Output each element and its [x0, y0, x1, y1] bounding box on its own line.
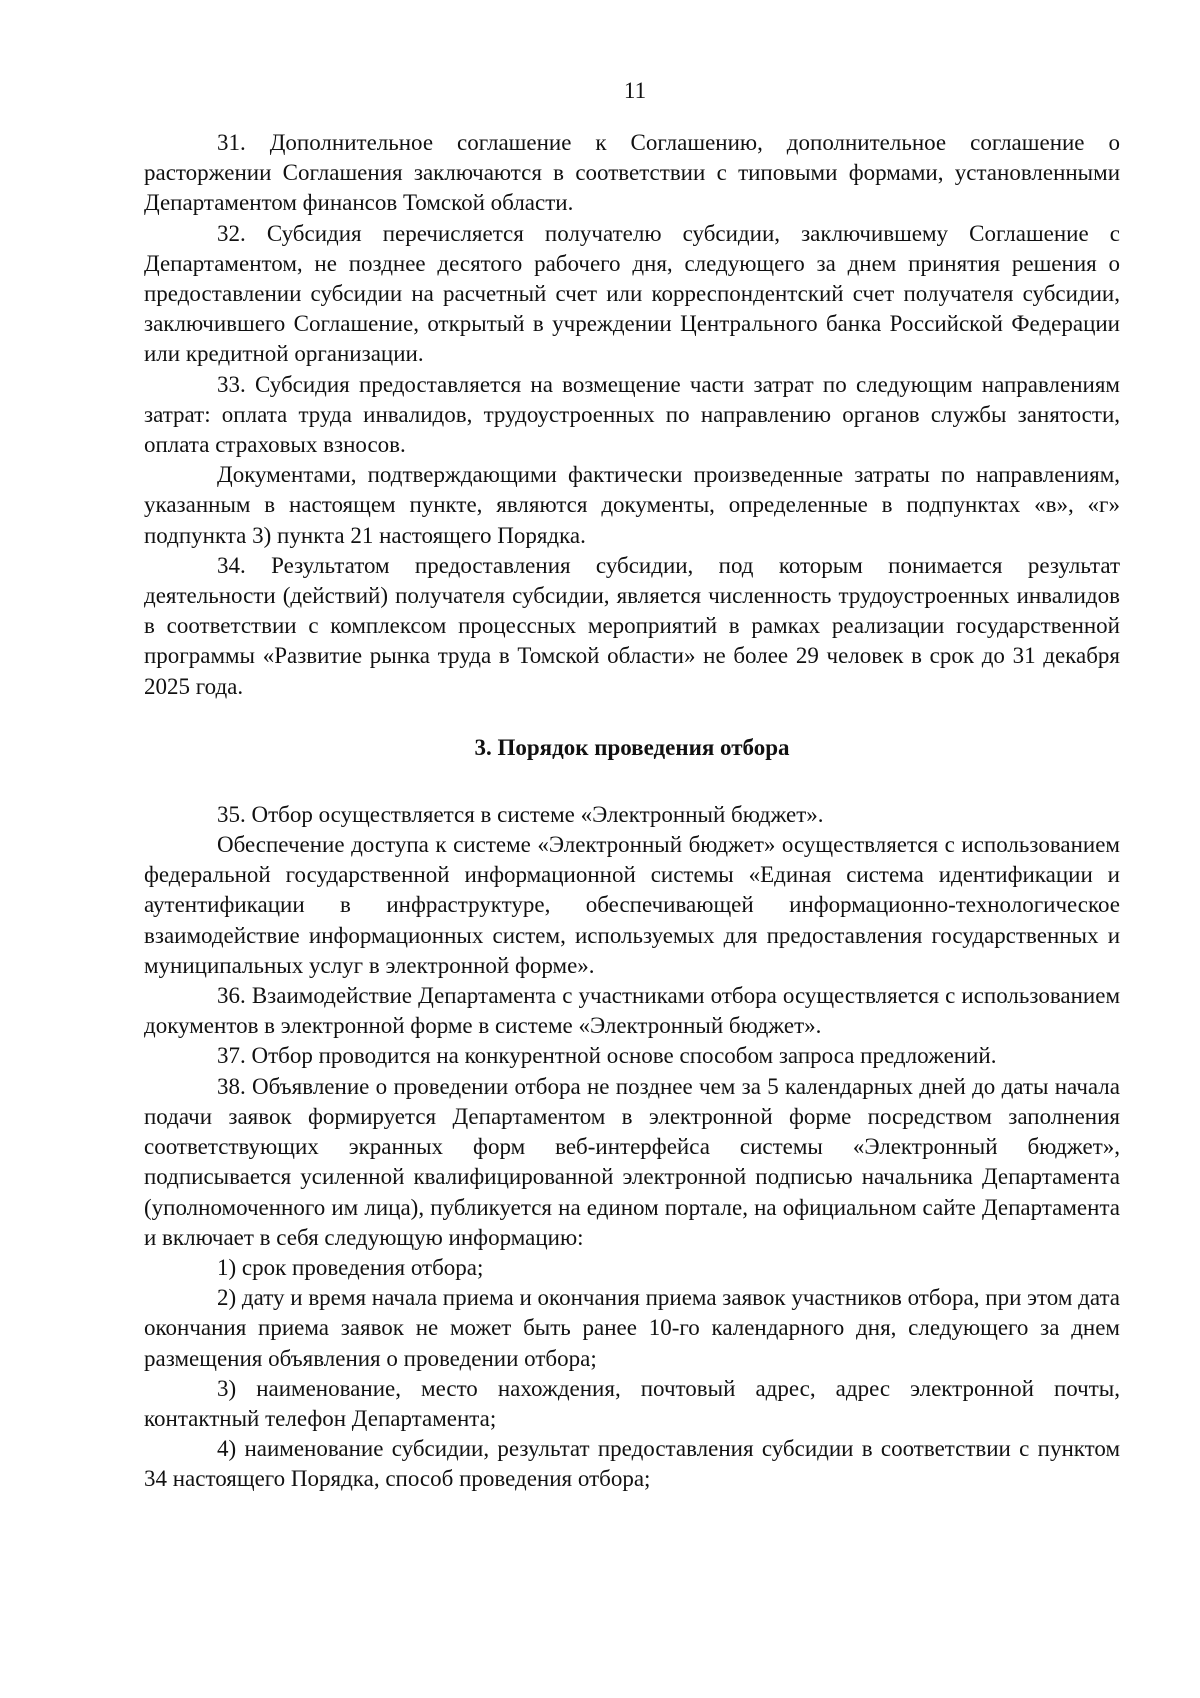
- paragraph-37: 37. Отбор проводится на конкурентной основе способом запроса предложений.: [217, 1043, 997, 1069]
- section-heading: 3. Порядок проведения отбора: [474, 734, 790, 760]
- list-item-4: 4) наименование субсидии, результат предоставления субсидии в соответствии с пунктом 34 настоящего Порядка, способ проведения отбора;: [144, 1436, 1120, 1492]
- paragraph-34: 34. Результатом предоставления субсидии, под которым понимается результат деятельности (действий) получателя субсидии, является численность трудоустроенных инвалидов в соответствии с комплексом процессных мероприятий в рамках реализации государственной программы «Развитие рынка труда в Томской области» не более 29 человек в срок до 31 декабря 2025 года.: [144, 552, 1120, 699]
- list-item-2: 2) дату и время начала приема и окончания приема заявок участников отбора, при этом дата окончания приема заявок не может быть ранее 10-го календарного дня, следующего за днем размещения объявления о проведении отбора;: [144, 1285, 1120, 1371]
- paragraph-38: 38. Объявление о проведении отбора не позднее чем за 5 календарных дней до даты начала подачи заявок формируется Департаментом в электронной форме посредством заполнения соответствующих экранных форм веб-интерфейса системы «Электронный бюджет», подписывается усиленной квалифицированной электронной подписью начальника Департамента (уполномоченного им лица), публикуется на едином портале, на официальном сайте Департамента и включает в себя следующую информацию:: [144, 1073, 1120, 1250]
- paragraph-36: 36. Взаимодействие Департамента с участниками отбора осуществляется с использованием документов в электронной форме в системе «Электронный бюджет».: [144, 983, 1120, 1039]
- paragraph-35: 35. Отбор осуществляется в системе «Электронный бюджет».: [217, 801, 824, 827]
- paragraph-32: 32. Субсидия перечисляется получателю субсидии, заключившему Соглашение с Департаментом, не позднее десятого рабочего дня, следующего за днем принятия решения о предоставлении субсидии на расчетный счет или корреспондентский счет получателя субсидии, заключившего Соглашение, открытый в учреждении Центрального банка Российской Федерации или кредитной организации.: [144, 220, 1120, 367]
- paragraph-31: 31. Дополнительное соглашение к Соглашению, дополнительное соглашение о расторжении Соглашения заключаются в соответствии с типовыми формами, установленными Департаментом финансов Томской области.: [144, 130, 1120, 216]
- paragraph-33: 33. Субсидия предоставляется на возмещение части затрат по следующим направлениям затрат: оплата труда инвалидов, трудоустроенных по направлению органов службы занятости, оплата страховых взносов.: [144, 371, 1120, 458]
- paragraph-33-documents: Документами, подтверждающими фактически произведенные затраты по направлениям, указанным в настоящем пункте, являются документы, определенные в подпунктах «в», «г» подпункта 3) пункта 21 настоящего Порядка.: [144, 462, 1120, 548]
- document-body: [144, 128, 1120, 1495]
- paragraph-35-access: Обеспечение доступа к системе «Электронный бюджет» осуществляется с использованием федеральной государственной информационной системы «Единая система идентификации и аутентификации в инфраструктуре, обеспечивающей информационно-технологическое взаимодействие информационных систем, используемых для предоставления государственных и муниципальных услуг в электронной форме».: [144, 832, 1120, 978]
- list-item-1: 1) срок проведения отбора;: [217, 1254, 484, 1280]
- list-item-3: 3) наименование, место нахождения, почтовый адрес, адрес электронной почты, контактный телефон Департамента;: [144, 1375, 1120, 1431]
- page-number: 11: [623, 78, 647, 103]
